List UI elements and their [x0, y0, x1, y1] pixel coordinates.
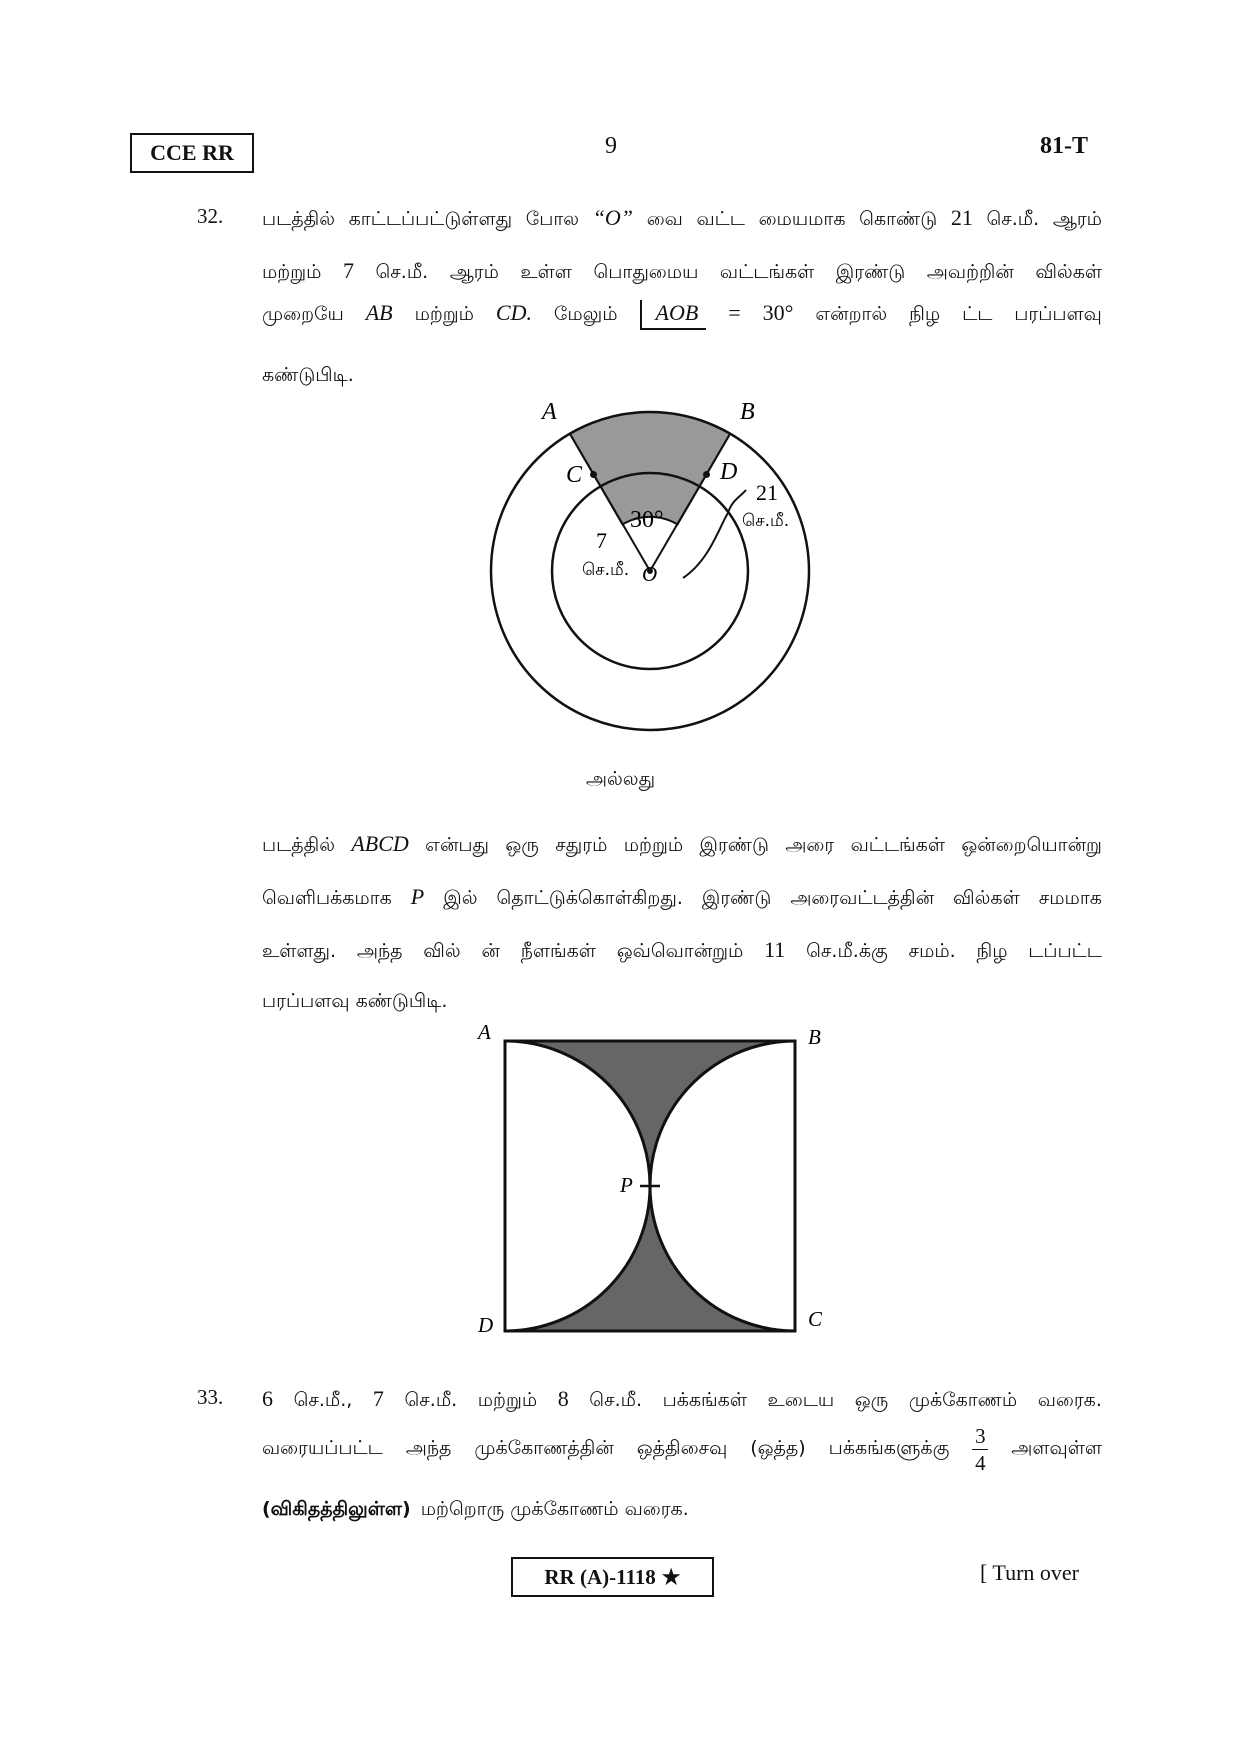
label-p: P [620, 1173, 633, 1197]
series-box [130, 133, 254, 173]
arc-length-value: 11 [764, 937, 786, 962]
or-divider: அல்லது [585, 768, 656, 790]
radius-indicator [683, 490, 746, 578]
side-value: 6 [262, 1386, 273, 1411]
shaded-bottom [505, 1186, 795, 1331]
page-number: 9 [605, 133, 617, 159]
point-o: “O” [592, 205, 634, 230]
word: உள்ள [520, 261, 572, 283]
word: நீளங்கள் [520, 940, 596, 962]
label-o: O [642, 562, 658, 586]
word: முறையே [262, 303, 344, 325]
square-semicircles-figure [470, 1020, 840, 1340]
angle-aob: AOB [640, 300, 707, 330]
equals-sign: = [728, 300, 741, 325]
square-abcd: ABCD [351, 831, 409, 856]
word: முக்கோணத்தின் [474, 1437, 614, 1460]
word: இல் [443, 887, 478, 909]
label-b: B [740, 399, 755, 425]
word: நிழ [909, 303, 941, 325]
turn-over-text: [ Turn over [980, 1560, 1080, 1585]
word: வட்டங்கள் [850, 834, 945, 856]
word: சமம். [908, 940, 956, 962]
word: அரை [785, 834, 835, 856]
q32-line-3 [262, 300, 1102, 330]
word: ட்ட [962, 303, 993, 325]
word: வெளிபக்கமாக [262, 887, 392, 909]
label-c: C [566, 462, 583, 488]
question-32-number: 32. [197, 204, 224, 228]
inner-radius-value: 7 [342, 258, 354, 283]
fraction-numerator: 3 [975, 1424, 986, 1448]
word: செ.மீ. [404, 1389, 458, 1411]
shaded-top [505, 1041, 795, 1186]
word: வில்கள் [1035, 261, 1102, 283]
word: என்றால் [815, 303, 888, 325]
word: செ.மீ. [589, 1389, 643, 1411]
word: செ.மீ.க்கு [806, 940, 888, 962]
word: வில் [423, 940, 461, 962]
word: பக்கங்கள் [662, 1389, 747, 1411]
q32-alt-line-3 [262, 937, 1102, 965]
word: செ.மீ. [986, 208, 1040, 230]
q32-line-4 [262, 364, 1102, 389]
word: ஆரம் [1052, 208, 1102, 230]
word: உடைய [767, 1389, 835, 1411]
word: இரண்டு [699, 834, 769, 856]
word: மேலும் [553, 303, 618, 325]
word: செ.மீ., [293, 1389, 353, 1411]
inner-radius-label: 7 [596, 528, 607, 553]
word: என்பது [425, 834, 490, 856]
word: மற்றொரு முக்கோணம் வரைக. [420, 1498, 689, 1520]
word: பரப்பளவு [1014, 303, 1102, 325]
word: பொதுமைய [593, 261, 699, 283]
q32-alt-line-1 [262, 831, 1102, 859]
arc-ab: AB [365, 300, 393, 325]
word: அந்த [405, 1437, 452, 1460]
word: ஒத்திசைவு [636, 1437, 728, 1460]
label-a: A [542, 399, 557, 425]
inner-radius-unit: செ.மீ. [582, 560, 630, 580]
word: வட்ட [696, 208, 745, 230]
scale-fraction [972, 1425, 988, 1474]
word: ஒவ்வொன்றும் [616, 940, 744, 962]
label-d: D [720, 459, 738, 485]
word: நிழ [976, 940, 1008, 962]
word: மற்றும் [414, 303, 474, 325]
label-d: D [478, 1313, 494, 1337]
word: மற்றும் [477, 1389, 538, 1411]
word: மற்றும் [262, 261, 322, 283]
word: இரண்டு [835, 261, 906, 283]
outer-radius-label: 21 [756, 480, 778, 505]
concentric-circles-figure [470, 395, 830, 740]
label-a: A [478, 1020, 491, 1044]
angle-label: 30° [630, 507, 664, 533]
word: படத்தில் [262, 208, 335, 230]
word: கண்டுபிடி. [262, 364, 354, 386]
word: அளவுள்ள [1011, 1437, 1102, 1460]
word: (ஒத்த) [750, 1437, 806, 1460]
word: ஒன்றையொன்று [961, 834, 1102, 856]
word: வரைக. [1037, 1389, 1102, 1411]
outer-radius-unit: செ.மீ. [742, 511, 790, 531]
outer-radius-value: 21 [950, 205, 973, 230]
word: கொண்டு [859, 208, 938, 230]
word: ன் [481, 940, 500, 962]
word: சதுரம் [555, 834, 608, 856]
word: வை [646, 208, 683, 230]
word: சமமாக [1038, 887, 1102, 909]
footer-code: RR (A)-1118 [544, 1564, 656, 1589]
word: உள்ளது. [262, 940, 337, 962]
word: பக்கங்களுக்கு [828, 1437, 950, 1460]
side-value: 7 [372, 1386, 384, 1411]
footer-code-box [511, 1557, 714, 1597]
point-p: P [410, 884, 425, 909]
label-b: B [808, 1025, 821, 1049]
word: படத்தில் [262, 834, 335, 856]
point-d-dot [703, 471, 710, 478]
fraction-denominator: 4 [975, 1451, 986, 1476]
word: போல [525, 208, 580, 230]
q33-line-1 [262, 1386, 1102, 1414]
word: தொட்டுக்கொள்கிறது. [496, 887, 683, 909]
word: வரையப்பட்ட [262, 1437, 383, 1460]
word: வட்டங்கள் [719, 261, 815, 283]
star-icon: ★ [661, 1564, 681, 1589]
word: ஒரு [505, 834, 539, 856]
question-33-number: 33. [197, 1385, 224, 1409]
word: அவற்றின் [926, 261, 1014, 283]
q33-line-3 [262, 1498, 1102, 1523]
label-c: C [808, 1307, 823, 1331]
word: முக்கோணம் [908, 1389, 1018, 1411]
q33-line-2 [262, 1425, 1102, 1474]
fraction-bar [972, 1449, 988, 1450]
q32-alt-line-2 [262, 884, 1102, 912]
series-label: CCE RR [150, 140, 234, 165]
word: இரண்டு [701, 887, 772, 909]
word: பரப்பளவு கண்டுபிடி. [262, 990, 448, 1012]
word: மையமாக [758, 208, 846, 230]
bold-phrase: (விகிதத்திலுள்ள) [262, 1498, 411, 1520]
paper-code: 81-T [1040, 133, 1088, 159]
q32-line-2 [262, 258, 1102, 286]
word: அந்த [356, 940, 403, 962]
word: ஒரு [854, 1389, 889, 1411]
q32-line-1 [262, 205, 1102, 233]
q32-alt-line-4 [262, 990, 1102, 1015]
word: வில்கள் [953, 887, 1020, 909]
word: ஆரம் [449, 261, 499, 283]
side-value: 8 [557, 1386, 569, 1411]
word: டப்பட்ட [1028, 940, 1102, 962]
point-c-dot [590, 471, 597, 478]
word: அரைவட்டத்தின் [790, 887, 935, 909]
word: காட்டப்பட்டுள்ளது [348, 208, 513, 230]
angle-value: 30° [762, 300, 794, 325]
word: செ.மீ. [375, 261, 429, 283]
arc-cd: CD. [495, 300, 532, 325]
word: மற்றும் [623, 834, 684, 856]
